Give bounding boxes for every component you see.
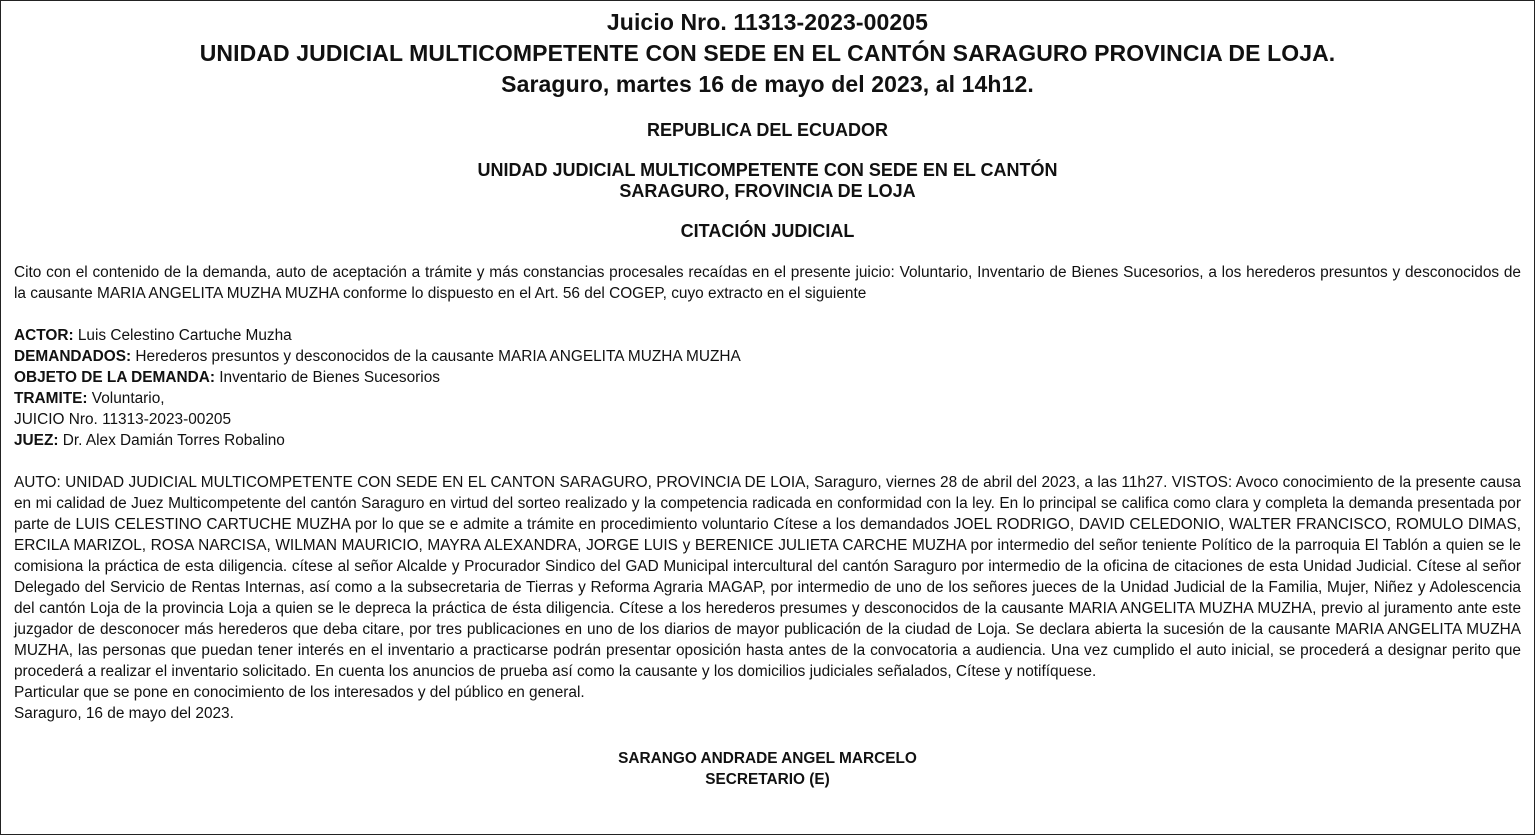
objeto-row (14, 367, 1521, 388)
republic-heading: REPUBLICA DEL ECUADOR (646, 120, 888, 140)
closing-line: Particular que se pone en conocimiento de los interesados y del público en general. (14, 684, 585, 701)
citation-title: CITACIÓN JUDICIAL (680, 221, 855, 241)
place-date: Saraguro, 16 de mayo del 2023. (14, 705, 234, 722)
signatory-name: SARANGO ANDRADE ANGEL MARCELO (618, 750, 917, 767)
juicio-row: JUICIO Nro. 11313-2023-00205 (14, 411, 232, 428)
tramite-row (14, 388, 1521, 409)
juez-label: JUEZ: (14, 432, 59, 449)
signature-block (14, 748, 1521, 790)
juez-row (14, 430, 1521, 451)
objeto-value: Inventario de Bienes Sucesorios (214, 369, 440, 386)
demandados-label: DEMANDADOS: (14, 348, 132, 365)
demandados-row (14, 346, 1521, 367)
unit-heading (14, 160, 1521, 202)
signatory-role: SECRETARIO (E) (705, 771, 830, 788)
tramite-value: Voluntario, (87, 390, 165, 407)
court-title: UNIDAD JUDICIAL MULTICOMPETENTE CON SEDE EN EL CANTÓN SARAGURO PROVINCIA DE LOJA. (199, 40, 1336, 66)
demandados-value: Herederos presuntos y desconocidos de la causante MARIA ANGELITA MUZHA MUZHA (131, 348, 741, 365)
intro-paragraph: Cito con el contenido de la demanda, auto de aceptación a trámite y más constancias procesales recaídas en el presente juicio: Voluntario, Inventario de Bienes Sucesorios, a los herederos presuntos y desconocidos de la causante MARIA ANGELITA MUZHA MUZHA conforme lo dispuesto en el Art. 56 del COGEP, cuyo extracto en el siguiente (14, 264, 1521, 302)
unit-heading-line1: UNIDAD JUDICIAL MULTICOMPETENTE CON SEDE EN EL CANTÓN (477, 160, 1058, 180)
actor-row (14, 325, 1521, 346)
objeto-label: OBJETO DE LA DEMANDA: (14, 369, 215, 386)
notice-header (14, 7, 1521, 100)
tramite-label: TRAMITE: (14, 390, 88, 407)
case-number-title: Juicio Nro. 11313-2023-00205 (606, 9, 929, 35)
unit-heading-line2: SARAGURO, FROVINCIA DE LOJA (619, 181, 916, 201)
auto-paragraph: AUTO: UNIDAD JUDICIAL MULTICOMPETENTE CON SEDE EN EL CANTON SARAGURO, PROVINCIA DE LOIA, Saraguro, viernes 28 de abril del 2023, a las 11h27. VISTOS: Avoco conocimiento de la presente causa en mi calidad de Juez Multicompetente del cantón Saraguro en virtud del sorteo realizado y la competencia radicada en conformidad con la ley. En lo principal se califica como clara y completa la demanda presentada por parte de LUIS CELESTINO CARTUCHE MUZHA por lo que se e admite a trámite en procedimiento voluntario Cítese a los demandados JOEL RODRIGO, DAVID CELEDONIO, WALTER FRANCISCO, ROMULO DIMAS, ERCILA MARIZOL, ROSA NARCISA, WILMAN MAURICIO, MAYRA ALEXANDRA, JORGE LUIS y BERENICE JULIETA CARCHE MUZHA por intermedio del señor teniente Político de la parroquia El Tablón a quien se le comisiona la práctica de esta diligencia. cítese al señor Alcalde y Procurador Sindico del GAD Municipal intercultural del cantón Saraguro por intermedio de la oficina de citaciones de esta Unidad Judicial. Cítese al señor Delegado del Servicio de Rentas Internas, así como a la subsecretaria de Tierras y Reforma Agraria MAGAP, por intermedio de uno de los señores jueces de la Unidad Judicial de la Familia, Mujer, Niñez y Adolescencia del cantón Loja de la provincia Loja a quien se le depreca la práctica de ésta diligencia. Cítese a los herederos presumes y desconocidos de la causante MARIA ANGELITA MUZHA MUZHA, previo al juramento ante este juzgador de desconocer más herederos que deba citare, por tres publicaciones en uno de los diarios de mayor publicación de la ciudad de Loja. Se declara abierta la sucesión de la causante MARIA ANGELITA MUZHA MUZHA, las personas que puedan tener interés en el inventario a practicarse podrán presentar oposición hasta antes de la convocatoria a audiencia. Una vez cumplido el auto inicial, se procederá a designar perito que procederá a realizar el inventario solicitado. En cuenta los anuncios de prueba así como la causante y los domicilios judiciales señalados, Cítese y notifíquese. (14, 474, 1521, 680)
actor-value: Luis Celestino Cartuche Muzha (73, 327, 292, 344)
header-date: Saraguro, martes 16 de mayo del 2023, al 14h12. (501, 71, 1034, 97)
juez-value: Dr. Alex Damián Torres Robalino (58, 432, 285, 449)
actor-label: ACTOR: (14, 327, 74, 344)
case-details (14, 325, 1521, 451)
